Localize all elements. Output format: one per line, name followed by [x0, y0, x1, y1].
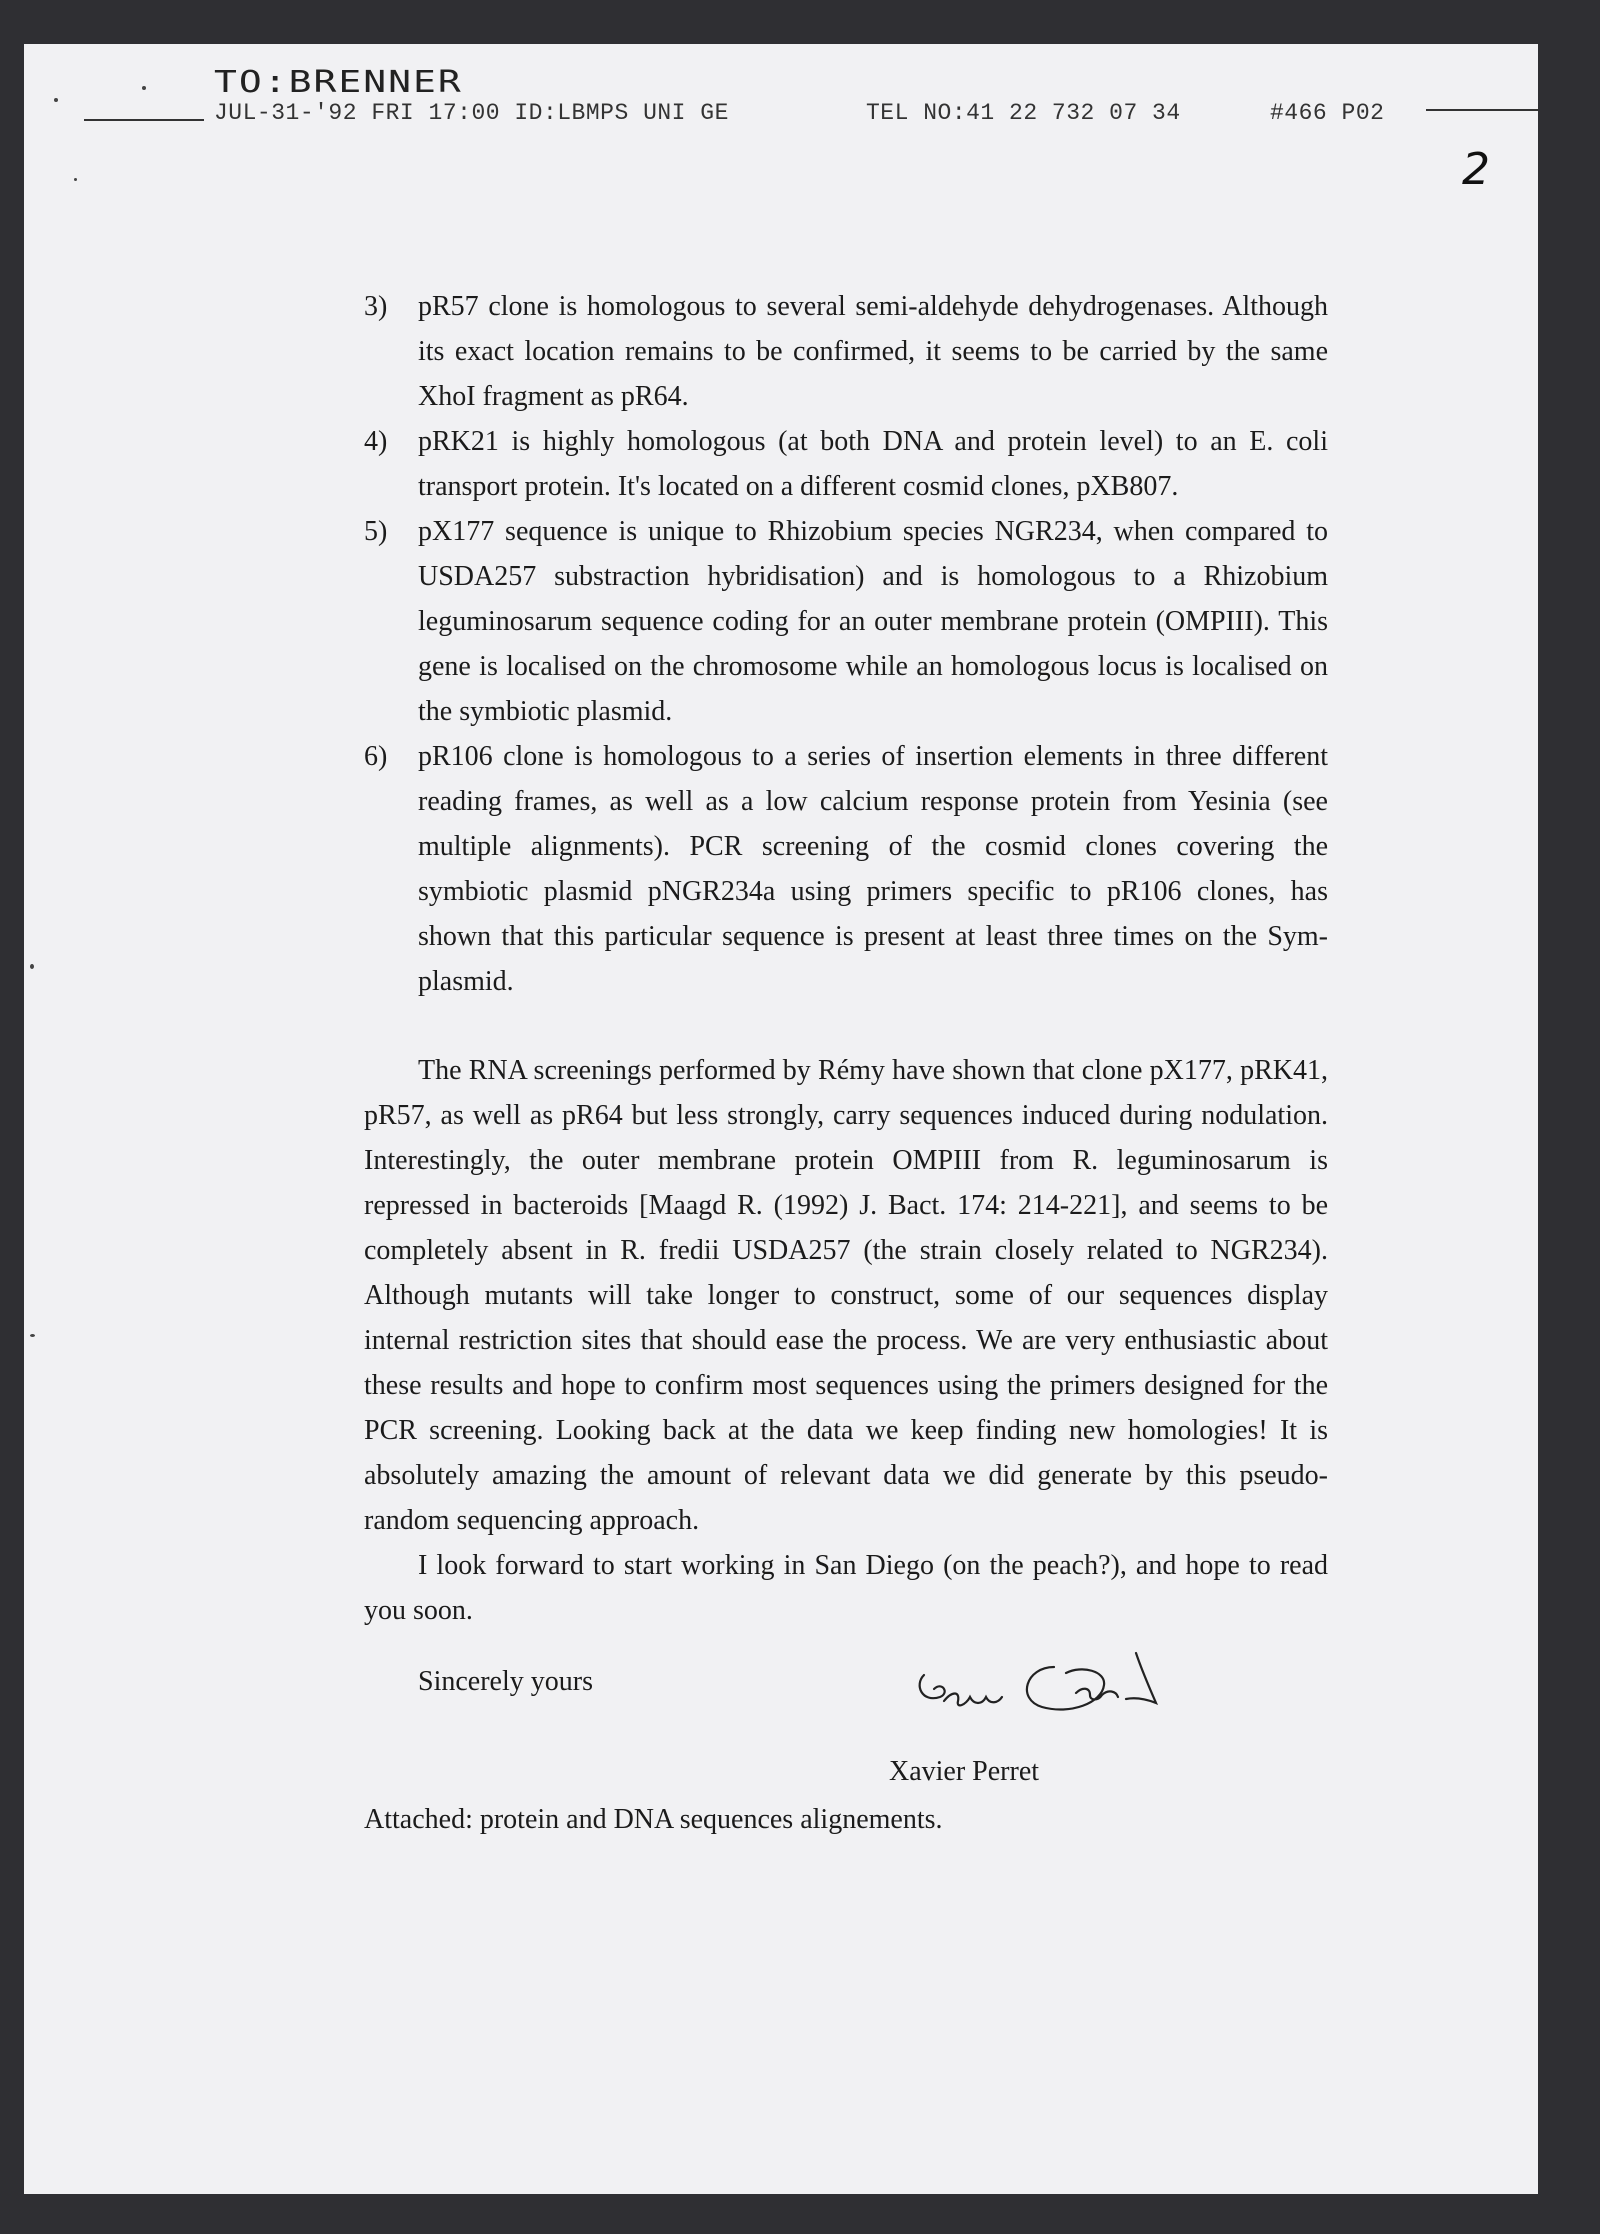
list-item-text: pX177 sequence is unique to Rhizobium species NGR234, when compared to USDA257 substraction hybridisation) and is homologous to a Rhizobium leguminosarum sequence coding for an outer membrane protein (OMPIII). This gene is localised on the chromosome while an homologous locus is localised on the symbiotic plasmid. — [418, 516, 1328, 727]
paper-speck — [30, 1334, 35, 1337]
paper-speck — [74, 178, 77, 181]
signer-name: Xavier Perret — [889, 1756, 1040, 1787]
fax-page-line: #466 P02 — [1270, 100, 1385, 126]
list-item-number: 5) — [364, 516, 388, 547]
body-paragraph: The RNA screenings performed by Rémy have shown that clone pX177, pRK41, pR57, as well as pR64 but less strongly, carry sequences induced during nodulation. Interestingly, the outer membrane protein OMPIII from R. leguminosarum is repressed in bacteroids [Maagd R. (1992) J. Bact. 174: 214-221], and seems to be completely absent in R. fredii USDA257 (the strain closely related to NGR234). Although mutants will take longer to construct, some of our sequences display internal restriction sites that should ease the process. We are very enthusiastic about these results and hope to confirm most sequences using the primers designed for the PCR screening. Looking back at the data we keep finding new homologies! It is absolutely amazing the amount of relevant data we did generate by this pseudo-random sequencing approach. — [364, 1055, 1328, 1536]
fax-page — [24, 44, 1538, 2194]
letter-body — [364, 284, 1328, 1842]
fax-tel-line: TEL NO:41 22 732 07 34 — [866, 100, 1181, 126]
list-item-text: pR57 clone is homologous to several semi-aldehyde dehydrogenases. Although its exact location remains to be confirmed, it seems to be carried by the same XhoI fragment as pR64. — [418, 291, 1328, 412]
paper-speck — [30, 964, 34, 969]
fax-header-rule-right — [1426, 109, 1538, 111]
list-item — [364, 509, 1328, 734]
list-item-text: pRK21 is highly homologous (at both DNA and protein level) to an E. coli transport protein. It's located on a different cosmid clones, pXB807. — [418, 426, 1328, 502]
fax-recipient: TO:BRENNER — [214, 64, 463, 100]
fax-header — [24, 64, 1538, 172]
fax-date-line: JUL-31-'92 FRI 17:00 ID:LBMPS UNI GE — [214, 100, 729, 126]
closing-salutation: Sincerely yours — [418, 1666, 593, 1697]
list-item-number: 6) — [364, 741, 388, 772]
signature-image — [904, 1645, 1184, 1735]
list-item — [364, 734, 1328, 1004]
list-item-number: 3) — [364, 291, 388, 322]
paper-speck — [54, 98, 58, 102]
body-paragraph: I look forward to start working in San Diego (on the peach?), and hope to read you soon. — [364, 1550, 1328, 1626]
paper-speck — [142, 86, 146, 90]
list-item — [364, 419, 1328, 509]
letter-closing — [364, 1659, 1328, 1809]
attachment-note: Attached: protein and DNA sequences alignements. — [364, 1804, 943, 1835]
list-item — [364, 284, 1328, 419]
paragraph-gap — [364, 1004, 1328, 1048]
handwritten-page-number: 2 — [1462, 144, 1490, 195]
list-item-text: pR106 clone is homologous to a series of insertion elements in three different reading frames, as well as a low calcium response protein from Yesinia (see multiple alignments). PCR screening of the cosmid clones covering the symbiotic plasmid pNGR234a using primers specific to pR106 clones, has shown that this particular sequence is present at least three times on the Sym-plasmid. — [418, 741, 1328, 997]
list-item-number: 4) — [364, 426, 388, 457]
fax-header-rule-left — [84, 119, 204, 121]
